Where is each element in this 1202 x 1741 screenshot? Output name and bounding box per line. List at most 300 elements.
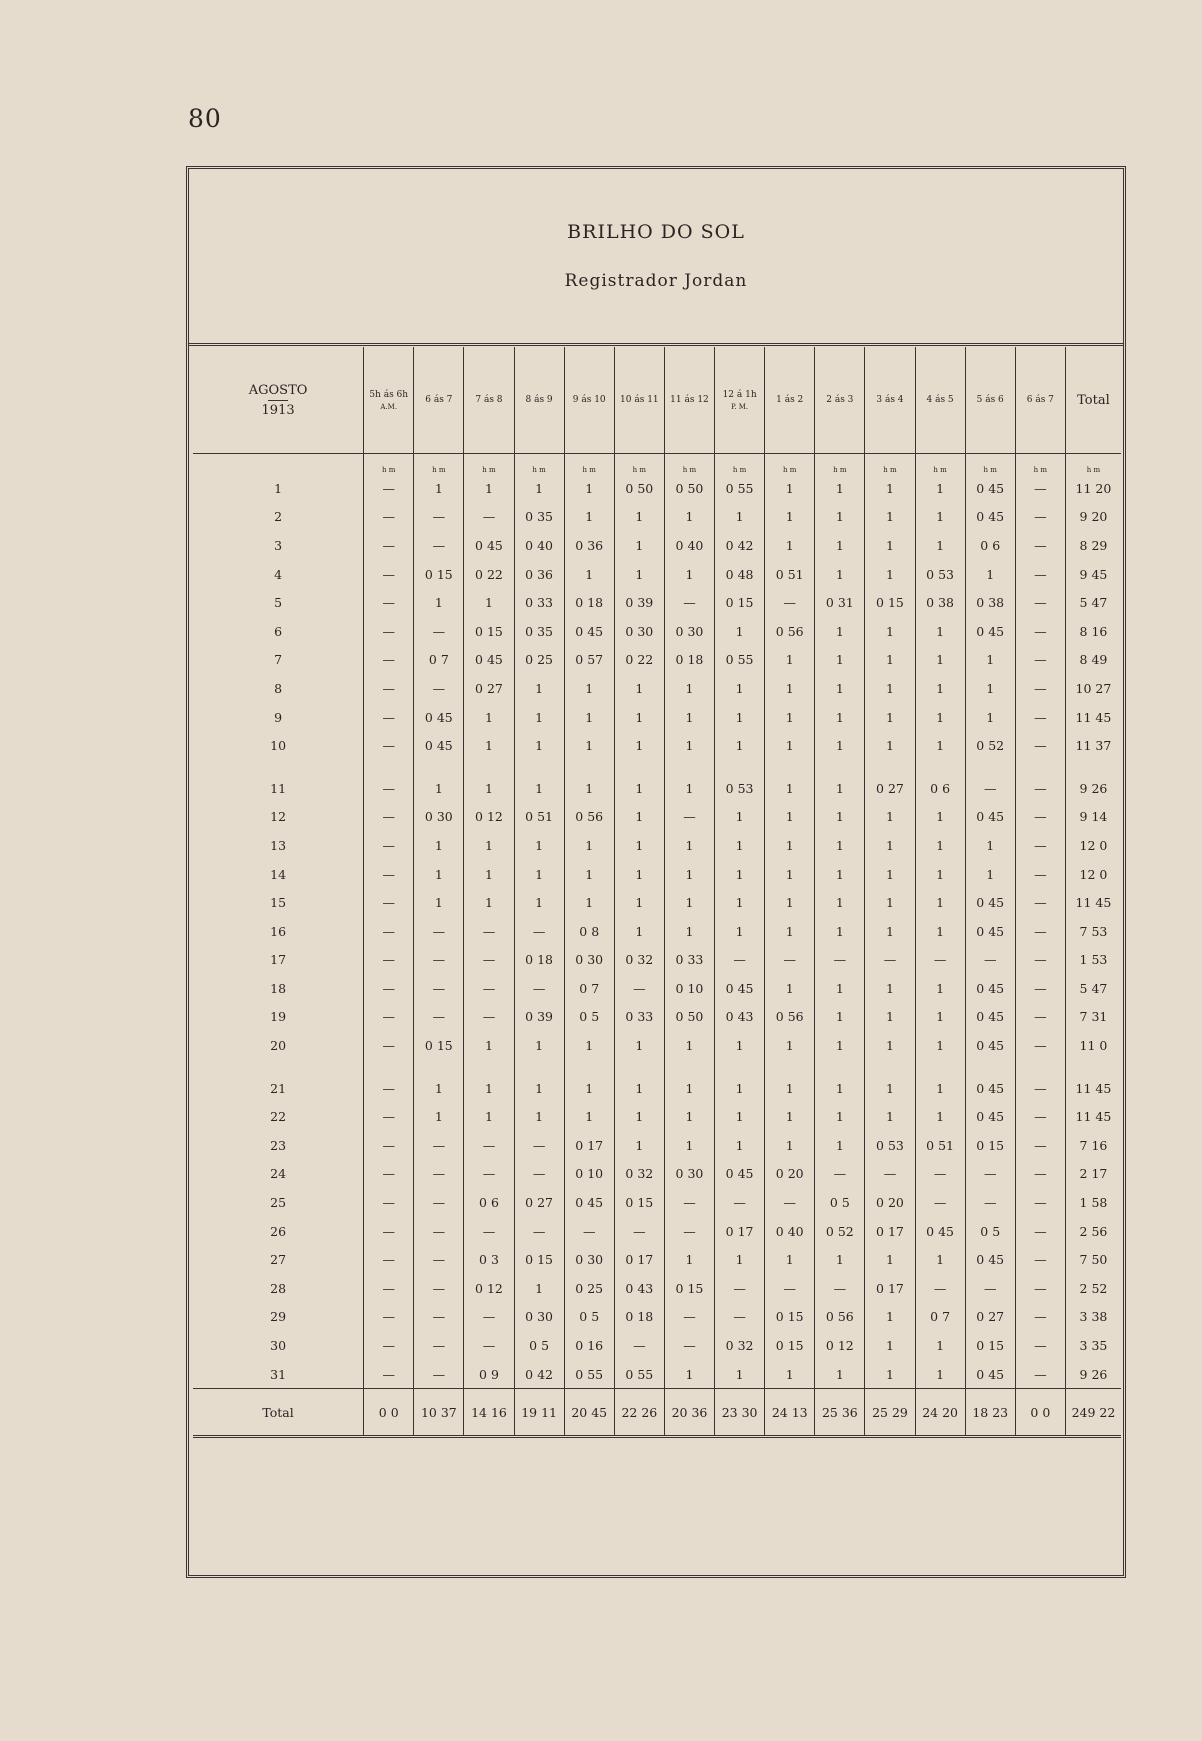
day-cell: 23 [193, 1131, 364, 1160]
hour-cell: — [1015, 731, 1065, 760]
day-cell: 28 [193, 1274, 364, 1303]
hour-cell: 1 [865, 888, 915, 917]
hour-cell: 0 40 [514, 531, 564, 560]
hour-cell: 0 30 [514, 1303, 564, 1332]
hour-cell: — [765, 946, 815, 975]
hour-cell: 1 [865, 1360, 915, 1389]
hour-cell: 0 31 [815, 588, 865, 617]
hour-cell: 1 [614, 831, 664, 860]
hour-cell: 1 [664, 503, 714, 532]
hour-cell: 1 [765, 1131, 815, 1160]
hour-cell: 0 6 [464, 1188, 514, 1217]
hour-cell: 1 [915, 1003, 965, 1032]
day-cell: 7 [193, 646, 364, 675]
column-total-cell: 18 23 [965, 1389, 1015, 1437]
hour-cell: 1 [464, 888, 514, 917]
column-total-cell: 20 36 [664, 1389, 714, 1437]
hour-cell: 0 42 [715, 531, 765, 560]
hour-cell: 1 [614, 917, 664, 946]
hour-cell: 0 52 [965, 731, 1015, 760]
hour-cell: — [414, 1160, 464, 1189]
hour-cell: 0 45 [915, 1217, 965, 1246]
hour-cell: — [965, 946, 1015, 975]
hour-cell: — [464, 1003, 514, 1032]
hour-cell: 0 6 [915, 760, 965, 803]
hour-cell: 0 33 [514, 588, 564, 617]
hour-cell: — [464, 1331, 514, 1360]
hour-cell: 1 [464, 588, 514, 617]
hour-cell: — [664, 1303, 714, 1332]
hour-cell: 1 [664, 731, 714, 760]
hour-cell: 0 45 [965, 1102, 1015, 1131]
hour-cell: 0 3 [464, 1245, 514, 1274]
hour-cell: — [1015, 946, 1065, 975]
hour-cell: 1 [664, 888, 714, 917]
unit-label: h m [865, 454, 915, 475]
hour-cell: 1 [965, 560, 1015, 589]
year-label: 1913 [261, 402, 295, 418]
day-cell: 9 [193, 703, 364, 732]
hour-cell: — [364, 1003, 414, 1032]
unit-label: h m [364, 454, 414, 475]
hour-cell: 1 [865, 1102, 915, 1131]
hour-cell: — [364, 674, 414, 703]
day-cell: 3 [193, 531, 364, 560]
hour-cell: — [364, 974, 414, 1003]
table-frame [186, 166, 1126, 1578]
hour-cell: 1 [865, 531, 915, 560]
table-row [193, 1331, 1121, 1360]
hour-cell: — [715, 1274, 765, 1303]
hour-cell: 0 53 [865, 1131, 915, 1160]
hour-cell: 1 [915, 917, 965, 946]
unit-label: h m [564, 454, 614, 475]
row-total-cell: 3 35 [1079, 1338, 1108, 1354]
table-row [193, 531, 1121, 560]
table-row [193, 1360, 1121, 1389]
hour-cell: 0 36 [514, 560, 564, 589]
hour-cell: 0 56 [765, 1003, 815, 1032]
hour-cell: 0 45 [715, 1160, 765, 1189]
day-cell: 17 [193, 946, 364, 975]
hour-cell: — [464, 1303, 514, 1332]
row-total-cell: 10 27 [1075, 680, 1112, 696]
hour-cell: 1 [865, 917, 915, 946]
hour-cell: 1 [464, 1102, 514, 1131]
hour-cell: 0 40 [664, 531, 714, 560]
unit-label: h m [514, 454, 564, 475]
hour-cell: 1 [915, 1031, 965, 1060]
hour-cell: 1 [765, 674, 815, 703]
hour-cell: — [1015, 1217, 1065, 1246]
hour-cell: 0 20 [865, 1188, 915, 1217]
table-row [193, 888, 1121, 917]
hour-cell: 1 [614, 1031, 664, 1060]
column-total-cell: 24 20 [915, 1389, 965, 1437]
hour-cell: 1 [514, 731, 564, 760]
hour-cell: 0 18 [614, 1303, 664, 1332]
hour-cell: — [1015, 917, 1065, 946]
hour-cell: — [414, 1131, 464, 1160]
table-row [193, 503, 1121, 532]
hour-cell: 1 [664, 831, 714, 860]
hour-column-header [1015, 347, 1065, 454]
hour-cell: — [414, 503, 464, 532]
hour-cell: 0 45 [965, 1360, 1015, 1389]
hour-cell: — [414, 1003, 464, 1032]
hour-cell: — [915, 1160, 965, 1189]
hour-cell: 1 [765, 531, 815, 560]
hour-cell: 1 [865, 731, 915, 760]
table-row [193, 803, 1121, 832]
column-total-cell: 25 29 [865, 1389, 915, 1437]
hour-column-header [715, 347, 765, 454]
day-cell: 15 [193, 888, 364, 917]
table-row [193, 1274, 1121, 1303]
hour-cell: 0 45 [965, 803, 1015, 832]
table-row [193, 674, 1121, 703]
hour-cell: 1 [664, 1060, 714, 1103]
hour-cell: 0 51 [765, 560, 815, 589]
hour-cell: 0 17 [614, 1245, 664, 1274]
hour-cell: 1 [514, 703, 564, 732]
hour-cell: 1 [765, 1102, 815, 1131]
page-subtitle: Registrador Jordan [564, 271, 748, 291]
hour-cell: 1 [514, 831, 564, 860]
hour-cell: 1 [815, 1360, 865, 1389]
hour-cell: 1 [715, 803, 765, 832]
hour-cell: — [364, 1031, 414, 1060]
hour-cell: — [765, 1274, 815, 1303]
table-row [193, 646, 1121, 675]
hour-cell: 0 5 [564, 1303, 614, 1332]
day-cell: 21 [193, 1060, 364, 1103]
hour-cell: — [464, 946, 514, 975]
hour-cell: 0 5 [815, 1188, 865, 1217]
hour-cell: 1 [564, 703, 614, 732]
hour-cell: 1 [965, 831, 1015, 860]
hour-cell: — [414, 1303, 464, 1332]
hour-cell: 1 [664, 760, 714, 803]
hour-cell: — [1015, 888, 1065, 917]
row-total-cell: 7 16 [1079, 1137, 1108, 1153]
hour-cell: 1 [614, 531, 664, 560]
hour-cell: — [614, 1331, 664, 1360]
hour-cell: 0 25 [514, 646, 564, 675]
hour-cell: 0 50 [664, 474, 714, 503]
hour-cell: 1 [915, 831, 965, 860]
hour-cell: 1 [564, 831, 614, 860]
hour-cell: 1 [715, 860, 765, 889]
hour-cell: — [1015, 1131, 1065, 1160]
table-row [193, 860, 1121, 889]
hour-cell: 0 15 [765, 1303, 815, 1332]
day-cell: 2 [193, 503, 364, 532]
hour-cell: 0 12 [464, 803, 514, 832]
hour-cell: 1 [564, 674, 614, 703]
hour-cell: 0 55 [715, 474, 765, 503]
hour-cell: 0 30 [614, 617, 664, 646]
hour-cell: 0 12 [464, 1274, 514, 1303]
hour-cell: 1 [414, 888, 464, 917]
row-total-cell: 12 0 [1079, 837, 1108, 853]
sunshine-table [193, 347, 1121, 1438]
hour-column-label: 5 ás 6 [976, 395, 1004, 405]
hour-column-header [965, 347, 1015, 454]
hour-cell: 0 45 [965, 503, 1015, 532]
hour-cell: — [364, 917, 414, 946]
hour-cell: — [364, 803, 414, 832]
hour-cell: 0 27 [865, 760, 915, 803]
hour-cell: 1 [464, 703, 514, 732]
hour-cell: 1 [414, 860, 464, 889]
hour-cell: 0 42 [514, 1360, 564, 1389]
hour-column-header [915, 347, 965, 454]
hour-cell: — [1015, 1245, 1065, 1274]
hour-cell: 1 [715, 1131, 765, 1160]
hour-cell: — [414, 1360, 464, 1389]
hour-cell: 1 [815, 1003, 865, 1032]
hour-cell: — [664, 1188, 714, 1217]
hour-cell: 1 [815, 917, 865, 946]
hour-column-label: 9 ás 10 [572, 395, 606, 405]
hour-cell: 1 [915, 1331, 965, 1360]
hour-cell: 1 [815, 1245, 865, 1274]
hour-cell: 1 [865, 1245, 915, 1274]
column-total-cell: 0 0 [1015, 1389, 1065, 1437]
hour-cell: 1 [765, 731, 815, 760]
totals-label: Total [193, 1389, 364, 1437]
hour-cell: 0 18 [664, 646, 714, 675]
hour-cell: 0 12 [815, 1331, 865, 1360]
hour-cell: 0 8 [564, 917, 614, 946]
hour-cell: — [414, 917, 464, 946]
hour-cell: — [364, 731, 414, 760]
hour-cell: 0 5 [564, 1003, 614, 1032]
hour-cell: 1 [915, 531, 965, 560]
hour-cell: 0 15 [765, 1331, 815, 1360]
hour-cell: 1 [414, 1060, 464, 1103]
day-cell: 5 [193, 588, 364, 617]
hour-cell: 1 [715, 1060, 765, 1103]
hour-cell: 1 [464, 760, 514, 803]
hour-cell: — [1015, 1031, 1065, 1060]
hour-column-header [815, 347, 865, 454]
hour-cell: 1 [715, 731, 765, 760]
row-total-cell: 9 20 [1079, 509, 1108, 525]
row-total-cell: 7 53 [1079, 923, 1108, 939]
hour-cell: — [1015, 1331, 1065, 1360]
hour-cell: — [865, 946, 915, 975]
hour-cell: 1 [765, 703, 815, 732]
hour-cell: — [1015, 503, 1065, 532]
hour-cell: — [965, 1188, 1015, 1217]
hour-cell: 0 18 [564, 588, 614, 617]
hour-cell: — [1015, 831, 1065, 860]
hour-cell: — [364, 646, 414, 675]
hour-cell: — [364, 1303, 414, 1332]
hour-cell: 1 [865, 1003, 915, 1032]
hour-cell: 0 33 [614, 1003, 664, 1032]
hour-cell: 1 [514, 474, 564, 503]
hour-cell: — [715, 1303, 765, 1332]
table-row [193, 731, 1121, 760]
day-cell: 12 [193, 803, 364, 832]
hour-cell: 1 [815, 617, 865, 646]
hour-cell: — [414, 1188, 464, 1217]
hour-cell: 1 [464, 1060, 514, 1103]
table-row [193, 831, 1121, 860]
hour-cell: 1 [815, 760, 865, 803]
hour-cell: — [965, 1160, 1015, 1189]
hour-cell: 0 15 [965, 1331, 1015, 1360]
table-row [193, 1031, 1121, 1060]
hour-column-header [564, 347, 614, 454]
hour-cell: 1 [414, 1102, 464, 1131]
row-total-cell: 7 31 [1079, 1009, 1108, 1025]
column-total-cell: 20 45 [564, 1389, 614, 1437]
hour-column-header [765, 347, 815, 454]
row-total-cell: 11 0 [1079, 1038, 1108, 1054]
row-total-cell: 2 17 [1079, 1166, 1108, 1182]
hour-cell: — [364, 1217, 414, 1246]
hour-cell: — [664, 588, 714, 617]
hour-cell: 0 15 [514, 1245, 564, 1274]
table-row [193, 588, 1121, 617]
day-cell: 31 [193, 1360, 364, 1389]
hour-cell: 0 15 [865, 588, 915, 617]
hour-cell: — [965, 760, 1015, 803]
hour-cell: — [715, 946, 765, 975]
hour-cell: 1 [664, 703, 714, 732]
hour-cell: 0 40 [765, 1217, 815, 1246]
hour-cell: — [414, 617, 464, 646]
hour-cell: 0 20 [765, 1160, 815, 1189]
hour-cell: — [464, 503, 514, 532]
hour-cell: 0 56 [765, 617, 815, 646]
day-cell: 19 [193, 1003, 364, 1032]
units-spacer [193, 454, 364, 475]
hour-cell: 0 45 [965, 917, 1015, 946]
hour-cell: 1 [614, 1131, 664, 1160]
hour-cell: 0 45 [965, 1031, 1015, 1060]
hour-cell: 0 15 [664, 1274, 714, 1303]
units-row [193, 454, 1121, 475]
hour-cell: 1 [915, 974, 965, 1003]
column-total-cell: 24 13 [765, 1389, 815, 1437]
hour-cell: 1 [765, 860, 815, 889]
day-cell: 18 [193, 974, 364, 1003]
column-total-cell: 0 0 [364, 1389, 414, 1437]
day-cell: 29 [193, 1303, 364, 1332]
table-row [193, 560, 1121, 589]
hour-column-label: 5h ás 6h [369, 389, 409, 400]
day-cell: 6 [193, 617, 364, 646]
hour-cell: 1 [664, 917, 714, 946]
hour-cell: 1 [765, 1060, 815, 1103]
hour-cell: 1 [915, 731, 965, 760]
hour-cell: 1 [564, 731, 614, 760]
hour-cell: 0 16 [564, 1331, 614, 1360]
hour-cell: 1 [715, 917, 765, 946]
hour-cell: 1 [765, 1245, 815, 1274]
hour-cell: 0 6 [965, 531, 1015, 560]
hour-cell: 0 10 [664, 974, 714, 1003]
day-cell: 13 [193, 831, 364, 860]
hour-cell: 1 [715, 1031, 765, 1060]
hour-cell: 0 56 [815, 1303, 865, 1332]
hour-cell: 0 10 [564, 1160, 614, 1189]
table-header-box [189, 169, 1123, 346]
hour-cell: 1 [815, 1031, 865, 1060]
hour-cell: 1 [865, 974, 915, 1003]
unit-label: h m [1086, 466, 1101, 474]
hour-cell: 0 18 [514, 946, 564, 975]
hour-cell: — [715, 1188, 765, 1217]
hour-cell: — [1015, 1188, 1065, 1217]
hour-cell: 0 43 [614, 1274, 664, 1303]
hour-column-label: 1 ás 2 [776, 395, 804, 405]
hour-cell: — [664, 1331, 714, 1360]
hour-cell: 1 [464, 474, 514, 503]
hour-column-header [664, 347, 714, 454]
hour-cell: 0 35 [514, 503, 564, 532]
row-total-cell: 9 14 [1079, 809, 1108, 825]
hour-cell: 1 [915, 1360, 965, 1389]
hour-cell: — [364, 1331, 414, 1360]
table-row [193, 474, 1121, 503]
hour-cell: 1 [865, 1303, 915, 1332]
hour-cell: 1 [514, 1102, 564, 1131]
hour-cell: 0 17 [564, 1131, 614, 1160]
hour-cell: — [364, 1245, 414, 1274]
hour-cell: 0 27 [965, 1303, 1015, 1332]
hour-cell: 1 [614, 888, 664, 917]
column-total-cell: 22 26 [614, 1389, 664, 1437]
hour-cell: 0 30 [664, 617, 714, 646]
hour-cell: 1 [865, 1060, 915, 1103]
hour-cell: 1 [664, 1031, 714, 1060]
hour-cell: — [915, 1188, 965, 1217]
hour-cell: — [815, 946, 865, 975]
page-title: BRILHO DO SOL [567, 221, 745, 243]
hour-cell: 1 [614, 674, 664, 703]
hour-cell: 0 45 [965, 1245, 1015, 1274]
hour-cell: 1 [715, 1102, 765, 1131]
column-total-cell: 10 37 [414, 1389, 464, 1437]
unit-label: h m [614, 454, 664, 475]
hour-cell: 1 [865, 803, 915, 832]
hour-cell: 1 [865, 831, 915, 860]
hour-cell: 1 [564, 1031, 614, 1060]
hour-cell: 1 [815, 803, 865, 832]
hour-cell: 1 [815, 974, 865, 1003]
hour-cell: 1 [765, 1031, 815, 1060]
hour-cell: 1 [715, 703, 765, 732]
unit-label: h m [765, 454, 815, 475]
hour-cell: — [514, 1160, 564, 1189]
hour-cell: 0 45 [564, 617, 614, 646]
day-cell: 1 [193, 474, 364, 503]
hour-cell: 0 48 [715, 560, 765, 589]
hour-cell: 1 [664, 1360, 714, 1389]
hour-cell: — [464, 1160, 514, 1189]
hour-cell: 1 [614, 731, 664, 760]
hour-cell: — [1015, 803, 1065, 832]
hour-cell: 0 15 [614, 1188, 664, 1217]
hour-cell: — [414, 974, 464, 1003]
hour-cell: 1 [464, 831, 514, 860]
